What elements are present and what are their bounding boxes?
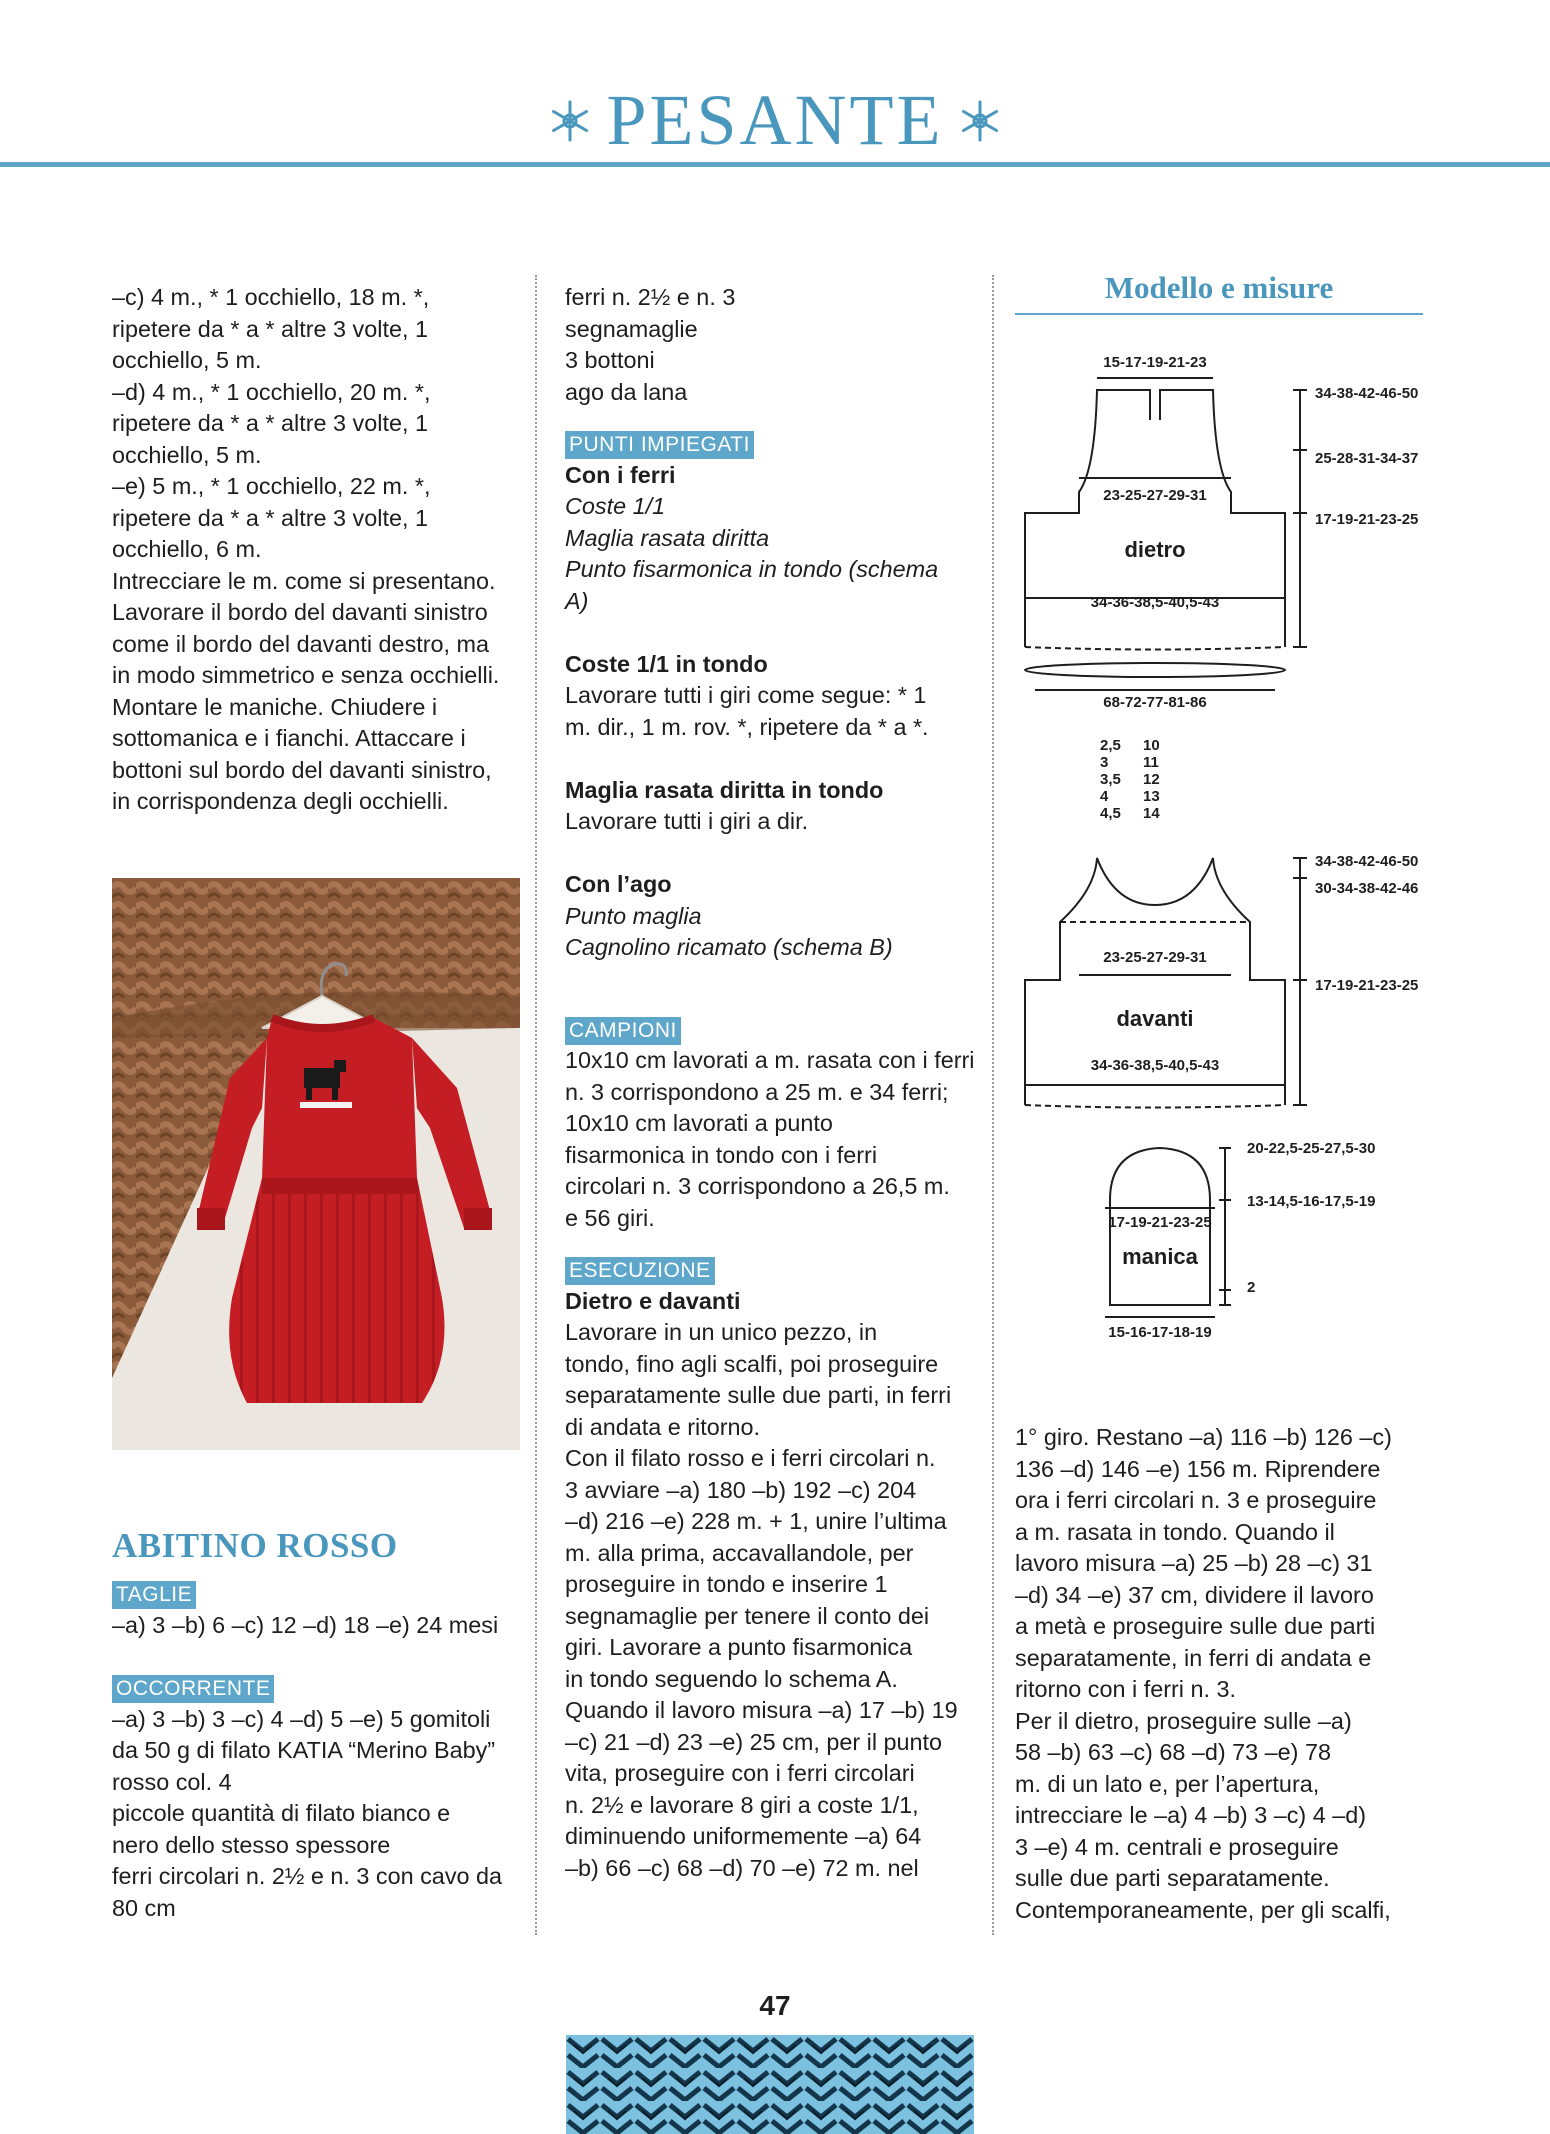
dress-photo [112,878,520,1450]
manica-bottom-width: 15-16-17-18-19 [1108,1324,1212,1341]
neck-table-cell: 13 [1143,788,1160,805]
davanti-height-1: 34-38-42-46-50 [1315,853,1419,870]
occorrente-section [112,1672,522,1924]
dietro-height-3: 17-19-21-23-25 [1315,511,1419,528]
dietro-label: dietro [1124,537,1186,562]
text-line: fisarmonica in tondo con i ferri [565,1141,878,1168]
occorrente-label: OCCORRENTE [112,1675,274,1703]
campioni-label: CAMPIONI [565,1017,681,1045]
text-line: nero dello stesso spessore [112,1831,391,1858]
neck-table-cell: 4 [1100,788,1109,805]
text-line: –b) 66 –c) 68 –d) 70 –e) 72 m. nel [565,1854,919,1881]
text-line: m. alla prima, accavallandole, per [565,1539,914,1566]
text-line: separatamente sulle due parti, in ferri [565,1382,952,1408]
neck-table-cell: 12 [1143,771,1160,788]
manica-height-2: 13-14,5-16-17,5-19 [1247,1193,1376,1210]
section-title: ABITINO ROSSO [112,1526,398,1565]
text-line: –c) 4 m., * 1 occhiello, 18 m. *, [112,284,430,310]
text-line: ripetere da * a * altre 3 volte, 1 [112,410,428,436]
neck-table-cell: 14 [1143,805,1160,822]
text-line: 3 –e) 4 m. centrali e proseguire [1015,1833,1339,1860]
text-line: m. dir., 1 m. rov. *, ripetere da * a *. [565,713,929,740]
text-line: in modo simmetrico e senza occhielli. [112,662,500,688]
text-line: sulle due parti separatamente. [1015,1865,1330,1891]
davanti-label: davanti [1116,1006,1194,1031]
subheading: Con l’ago [565,871,672,897]
taglie-label: TAGLIE [112,1581,196,1609]
knit-pattern-strip [566,2035,974,2134]
text-line: ora i ferri circolari n. 3 e proseguire [1015,1487,1377,1513]
text-line: n. 3 corrispondono a 25 m. e 34 ferri; [565,1078,949,1105]
text-line: lavoro misura –a) 25 –b) 28 –c) 31 [1015,1550,1373,1576]
text-line: occhiello, 5 m. [112,347,262,373]
dietro-height-1: 34-38-42-46-50 [1315,385,1419,402]
text-line: come il bordo del davanti destro, ma [112,630,490,657]
page-header [0,70,1550,170]
text-line: 3 avviare –a) 180 –b) 192 –c) 204 [565,1476,917,1503]
text-line: –d) 34 –e) 37 cm, dividere il lavoro [1015,1581,1374,1608]
esecuzione-label: ESECUZIONE [565,1257,715,1285]
text-line: separatamente, in ferri di andata e [1015,1644,1372,1671]
text-line: Punto maglia [565,902,702,929]
text-line: giri. Lavorare a punto fisarmonica [565,1634,913,1660]
text-line: –d) 216 –e) 228 m. + 1, unire l’ultima [565,1508,947,1534]
dietro-circumference: 68-72-77-81-86 [1103,694,1207,711]
text-line: proseguire in tondo e inserire 1 [565,1571,888,1597]
dietro-height-2: 25-28-31-34-37 [1315,450,1419,467]
manica-label: manica [1122,1244,1198,1269]
text-line: Montare le maniche. Chiudere i [112,693,438,720]
text-line: –e) 5 m., * 1 occhiello, 22 m. *, [112,473,431,499]
manica-height-3: 2 [1247,1279,1256,1296]
davanti-height-3: 17-19-21-23-25 [1315,977,1419,994]
text-line: Lavorare in un unico pezzo, in [565,1319,878,1345]
subheading: Coste 1/1 in tondo [565,650,768,677]
column-separator [535,275,537,1935]
text-line: –a) 3 –b) 6 –c) 12 –d) 18 –e) 24 mesi [112,1611,499,1638]
text-line: A) [565,587,589,614]
text-line: ferri n. 2½ e n. 3 [565,284,736,310]
manica-top-width: 17-19-21-23-25 [1108,1214,1212,1231]
neck-table-cell: 2,5 [1100,737,1121,754]
text-line: ritorno con i ferri n. 3. [1015,1676,1237,1702]
neck-table-cell: 10 [1143,737,1160,754]
column-1-text [112,282,522,818]
text-line: Lavorare tutti i giri a dir. [565,808,809,834]
text-line: diminuendo uniformemente –a) 64 [565,1823,922,1849]
text-line: Lavorare tutti i giri come segue: * 1 [565,682,927,708]
text-line: Intrecciare le m. come si presentano. [112,567,496,594]
text-line: segnamaglie [565,315,698,342]
subheading: Con i ferri [565,461,676,488]
neck-table-cell: 4,5 [1100,805,1121,822]
text-line: rosso col. 4 [112,1768,232,1795]
text-line: Per il dietro, proseguire sulle –a) [1015,1707,1352,1734]
text-line: bottoni sul bordo del davanti sinistro, [112,756,492,783]
text-line: Con il filato rosso e i ferri circolari n. [565,1445,936,1471]
text-line: n. 2½ e lavorare 8 giri a coste 1/1, [565,1791,919,1818]
column-separator [992,275,994,1935]
text-line: ferri circolari n. 2½ e n. 3 con cavo da [112,1863,503,1889]
text-line: in tondo seguendo lo schema A. [565,1665,898,1692]
text-line: a m. rasata in tondo. Quando il [1015,1518,1335,1545]
text-line: ripetere da * a * altre 3 volte, 1 [112,315,428,342]
column-3-text [1015,1422,1435,1926]
schema-title-rule [1015,313,1423,315]
text-line: –a) 3 –b) 3 –c) 4 –d) 5 –e) 5 gomitoli [112,1705,491,1732]
text-line: 58 –b) 63 –c) 68 –d) 73 –e) 78 [1015,1739,1331,1765]
text-line: 1° giro. Restano –a) 116 –b) 126 –c) [1015,1424,1392,1450]
text-line: vita, proseguire con i ferri circolari [565,1760,915,1786]
davanti-mid-width: 23-25-27-29-31 [1103,949,1207,966]
text-line: 10x10 cm lavorati a m. rasata con i ferri [565,1047,975,1073]
taglie-section [112,1578,522,1641]
header-rule [0,162,1550,167]
page-title: PESANTE [606,80,944,160]
text-line: occhiello, 5 m. [112,441,262,468]
text-line: in corrispondenza degli occhielli. [112,788,449,814]
text-line: 3 bottoni [565,347,655,373]
text-line: m. di un lato e, per l’apertura, [1015,1770,1320,1797]
text-line: tondo, fino agli scalfi, poi proseguire [565,1350,939,1377]
neck-table-cell: 3 [1100,754,1109,771]
text-line: segnamaglie per tenere il conto dei [565,1602,930,1629]
text-line: intrecciare le –a) 4 –b) 3 –c) 4 –d) [1015,1802,1367,1828]
text-line: sottomanica e i fianchi. Attaccare i [112,725,466,751]
text-line: occhiello, 6 m. [112,536,262,562]
schema-title: Modello e misure [1104,270,1334,305]
text-line: di andata e ritorno. [565,1413,761,1440]
text-line: a metà e proseguire sulle due parti [1015,1613,1376,1639]
subheading: Maglia rasata diritta in tondo [565,776,884,803]
snowflake-icon [958,99,1002,143]
text-line: Quando il lavoro misura –a) 17 –b) 19 [565,1697,958,1723]
dietro-mid-width: 23-25-27-29-31 [1103,487,1207,504]
text-line: 136 –d) 146 –e) 156 m. Riprendere [1015,1455,1381,1482]
text-line: ago da lana [565,378,688,405]
text-line: –d) 4 m., * 1 occhiello, 20 m. *, [112,378,431,405]
dietro-bottom-width: 34-36-38,5-40,5-43 [1090,594,1220,611]
text-line: ripetere da * a * altre 3 volte, 1 [112,504,428,531]
text-line: 10x10 cm lavorati a punto [565,1110,833,1136]
subheading: Dietro e davanti [565,1287,741,1314]
text-line: Contemporaneamente, per gli scalfi, [1015,1896,1391,1923]
page-number: 47 [759,1990,791,2021]
text-line: Punto fisarmonica in tondo (schema [565,556,939,582]
punti-label: PUNTI IMPIEGATI [565,431,754,459]
text-line: Cagnolino ricamato (schema B) [565,934,893,960]
measurement-schematic [1015,330,1435,1360]
davanti-height-2: 30-34-38-42-46 [1315,880,1419,897]
text-line: 80 cm [112,1894,176,1921]
dietro-top-width: 15-17-19-21-23 [1103,354,1207,371]
neck-table-cell: 11 [1143,754,1159,771]
snowflake-icon [548,99,592,143]
text-line: Lavorare il bordo del davanti sinistro [112,599,488,625]
text-line: e 56 giri. [565,1204,655,1231]
text-line: Coste 1/1 [565,493,666,519]
text-line: –c) 21 –d) 23 –e) 25 cm, per il punto [565,1728,943,1755]
text-line: circolari n. 3 corrispondono a 26,5 m. [565,1173,950,1199]
text-line: da 50 g di filato KATIA “Merino Baby” [112,1737,496,1763]
neck-table-cell: 3,5 [1100,771,1121,788]
column-2-text [565,282,985,1884]
text-line: piccole quantità di filato bianco e [112,1800,451,1826]
manica-height-1: 20-22,5-25-27,5-30 [1247,1140,1376,1157]
davanti-bottom-width: 34-36-38,5-40,5-43 [1090,1057,1220,1074]
text-line: Maglia rasata diritta [565,524,770,551]
